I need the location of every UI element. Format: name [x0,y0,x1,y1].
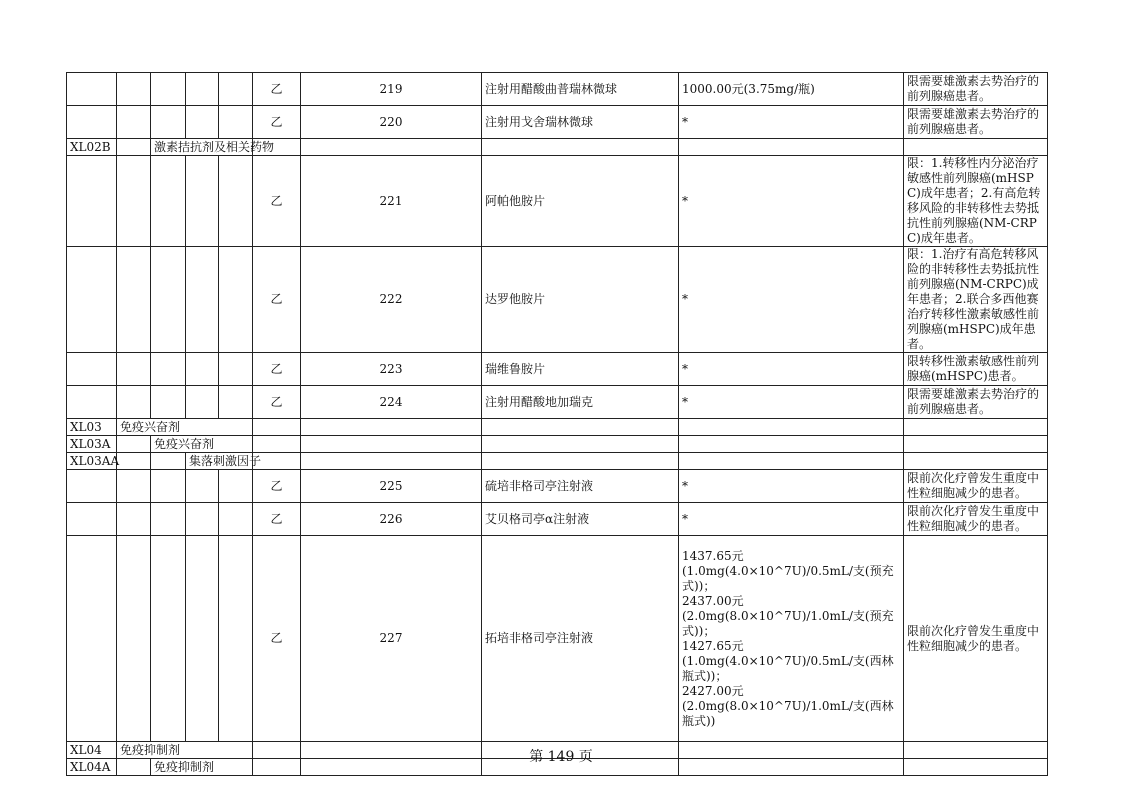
drug-row [67,73,1048,106]
empty-cell [117,353,151,386]
empty-cell [186,353,219,386]
restriction-cell: 限转移性激素敏感性前列腺癌(mHSPC)患者。 [904,353,1048,386]
empty-cell [679,436,904,453]
empty-cell [117,73,151,106]
category-label: 免疫兴奋剂 [151,436,253,453]
empty-cell [117,139,151,156]
category-code [67,106,117,139]
empty-cell [301,453,482,470]
drug-name: 注射用醋酸地加瑞克 [482,386,679,419]
category-code: XL03 [67,419,117,436]
restriction-cell: 限前次化疗曾发生重度中性粒细胞减少的患者。 [904,503,1048,536]
empty-cell [186,247,219,353]
drug-number: 219 [301,73,482,106]
category-label: 集落刺激因子 [186,453,253,470]
empty-cell [253,419,301,436]
empty-cell [482,436,679,453]
drug-number: 222 [301,247,482,353]
drug-number: 226 [301,503,482,536]
drug-number: 223 [301,353,482,386]
price-cell: 1000.00元(3.75mg/瓶) [679,73,904,106]
drug-row [67,386,1048,419]
restriction-cell: 限：1.转移性内分泌治疗敏感性前列腺癌(mHSPC)成年患者；2.有高危转移风险的非转移性去势抵抗性前列腺癌(NM-CRPC)成年患者。 [904,156,1048,247]
drug-row [67,106,1048,139]
empty-cell [117,436,151,453]
empty-cell [117,106,151,139]
empty-cell [482,139,679,156]
empty-cell [151,156,186,247]
restriction-cell: 限需要雄激素去势治疗的前列腺癌患者。 [904,386,1048,419]
category-label: 免疫兴奋剂 [117,419,253,436]
empty-cell [482,453,679,470]
empty-cell [301,139,482,156]
drug-name: 阿帕他胺片 [482,156,679,247]
restriction-cell: 限需要雄激素去势治疗的前列腺癌患者。 [904,106,1048,139]
price-cell: * [679,156,904,247]
category-label: 免疫抑制剂 [151,759,253,776]
price-cell: * [679,106,904,139]
drug-number: 221 [301,156,482,247]
empty-cell [219,353,253,386]
category-code [67,353,117,386]
drug-name: 注射用戈舍瑞林微球 [482,106,679,139]
empty-cell [482,419,679,436]
restriction-cell: 限前次化疗曾发生重度中性粒细胞减少的患者。 [904,470,1048,503]
category-code: XL04 [67,742,117,759]
page-number: 第 149 页 [529,749,593,765]
grade-cell: 乙 [253,106,301,139]
drug-name: 艾贝格司亭α注射液 [482,503,679,536]
empty-cell [117,453,151,470]
empty-cell [151,353,186,386]
empty-cell [904,453,1048,470]
empty-cell [219,536,253,742]
grade-cell: 乙 [253,156,301,247]
restriction-cell: 限：1.治疗有高危转移风险的非转移性去势抵抗性前列腺癌(NM-CRPC)成年患者；2.联合多西他赛治疗转移性激素敏感性前列腺癌(mHSPC)成年患者。 [904,247,1048,353]
price-cell: * [679,470,904,503]
empty-cell [117,386,151,419]
drug-row [67,353,1048,386]
table-body [67,73,1048,776]
empty-cell [186,106,219,139]
empty-cell [301,419,482,436]
grade-cell: 乙 [253,73,301,106]
category-code: XL03AA [67,453,117,470]
grade-cell: 乙 [253,247,301,353]
restriction-cell: 限前次化疗曾发生重度中性粒细胞减少的患者。 [904,536,1048,742]
empty-cell [186,73,219,106]
empty-cell [679,419,904,436]
empty-cell [117,156,151,247]
price-cell: 1437.65元 (1.0mg(4.0×10^7U)/0.5mL/支(预充式))； 2437.00元 (2.0mg(8.0×10^7U)/1.0mL/支(预充式))； 1427.65元 (1.0mg(4.0×10^7U)/0.5mL/支(西林瓶式))； 2427.00元 (2.0mg(8.0×10^7U)/1.0mL/支(西林瓶式)) [679,536,904,742]
drug-name: 达罗他胺片 [482,247,679,353]
drug-number: 225 [301,470,482,503]
drug-number: 227 [301,536,482,742]
drug-name: 硫培非格司亭注射液 [482,470,679,503]
empty-cell [117,536,151,742]
price-cell: * [679,386,904,419]
empty-cell [219,470,253,503]
empty-cell [219,73,253,106]
category-code [67,470,117,503]
category-code: XL03A [67,436,117,453]
empty-cell [151,247,186,353]
drug-list-table [66,72,1048,776]
category-code [67,536,117,742]
empty-cell [679,139,904,156]
category-code: XL04A [67,759,117,776]
empty-cell [186,156,219,247]
empty-cell [151,453,186,470]
empty-cell [186,536,219,742]
empty-cell [904,436,1048,453]
empty-cell [117,470,151,503]
empty-cell [117,247,151,353]
category-row [67,419,1048,436]
empty-cell [151,470,186,503]
empty-cell [219,247,253,353]
grade-cell: 乙 [253,503,301,536]
empty-cell [301,436,482,453]
category-row [67,139,1048,156]
drug-name: 拓培非格司亭注射液 [482,536,679,742]
empty-cell [151,386,186,419]
grade-cell: 乙 [253,386,301,419]
drug-row [67,503,1048,536]
drug-row [67,156,1048,247]
price-cell: * [679,353,904,386]
category-row [67,436,1048,453]
empty-cell [186,503,219,536]
category-code [67,247,117,353]
category-code [67,503,117,536]
category-code: XL02B [67,139,117,156]
price-cell: * [679,247,904,353]
drug-row [67,470,1048,503]
empty-cell [186,386,219,419]
category-label: 激素拮抗剂及相关药物 [151,139,253,156]
category-row [67,453,1048,470]
empty-cell [151,503,186,536]
drug-number: 220 [301,106,482,139]
empty-cell [219,106,253,139]
empty-cell [219,503,253,536]
category-code [67,73,117,106]
drug-row [67,247,1048,353]
drug-row [67,536,1048,742]
grade-cell: 乙 [253,470,301,503]
empty-cell [904,419,1048,436]
empty-cell [219,386,253,419]
grade-cell: 乙 [253,353,301,386]
price-cell: * [679,503,904,536]
empty-cell [219,156,253,247]
empty-cell [151,73,186,106]
category-code [67,386,117,419]
drug-name: 注射用醋酸曲普瑞林微球 [482,73,679,106]
category-code [67,156,117,247]
category-label: 免疫抑制剂 [117,742,253,759]
grade-cell: 乙 [253,536,301,742]
empty-cell [151,536,186,742]
drug-name: 瑞维鲁胺片 [482,353,679,386]
empty-cell [904,139,1048,156]
empty-cell [117,503,151,536]
empty-cell [679,453,904,470]
empty-cell [253,436,301,453]
empty-cell [151,106,186,139]
empty-cell [186,470,219,503]
restriction-cell: 限需要雄激素去势治疗的前列腺癌患者。 [904,73,1048,106]
drug-number: 224 [301,386,482,419]
